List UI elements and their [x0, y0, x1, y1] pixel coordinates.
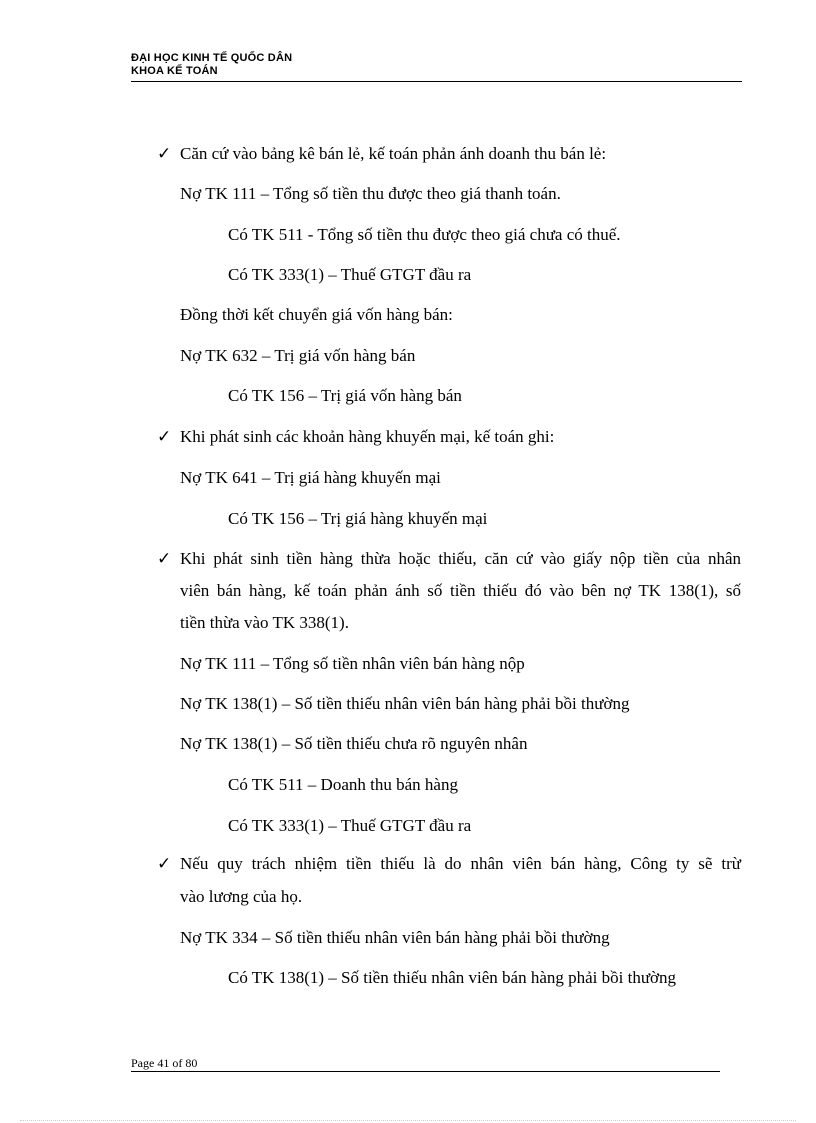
- entry-debit-1381-compensation: Nợ TK 138(1) – Số tiền thiếu nhân viên bán hàng phải bồi thường: [180, 694, 630, 713]
- bullet-cash-surplus-shortage-l1: Khi phát sinh tiền hàng thừa hoặc thiếu, căn cứ vào giấy nộp tiền của nhân: [180, 549, 741, 568]
- bullet-cash-surplus-shortage-l3: tiền thừa vào TK 338(1).: [180, 613, 349, 632]
- entry-credit-156: Có TK 156 – Trị giá vốn hàng bán: [228, 386, 462, 405]
- entry-credit-3331: Có TK 333(1) – Thuế GTGT đầu ra: [228, 265, 472, 284]
- cost-transfer-text: Đồng thời kết chuyển giá vốn hàng bán:: [180, 305, 453, 324]
- header-divider: [131, 81, 742, 82]
- checkmark-icon: ✓: [157, 144, 172, 164]
- entry-credit-1381: Có TK 138(1) – Số tiền thiếu nhân viên bán hàng phải bồi thường: [228, 968, 677, 987]
- header-faculty: KHOA KẾ TOÁN: [131, 65, 218, 77]
- entry-credit-511: Có TK 511 - Tổng số tiền thu được theo giá chưa có thuế.: [228, 225, 621, 244]
- entry-credit-3331-vat: Có TK 333(1) – Thuế GTGT đầu ra: [228, 816, 472, 835]
- bullet-salary-deduction-l2: vào lương của họ.: [180, 887, 303, 906]
- entry-debit-334: Nợ TK 334 – Số tiền thiếu nhân viên bán hàng phải bồi thường: [180, 928, 610, 947]
- entry-credit-511-revenue: Có TK 511 – Doanh thu bán hàng: [228, 775, 458, 794]
- header-university: ĐẠI HỌC KINH TẾ QUỐC DÂN: [131, 52, 293, 64]
- bullet-cash-surplus-shortage-l2: viên bán hàng, kế toán phản ánh số tiền thiếu đó vào bên nợ TK 138(1), số: [180, 581, 741, 600]
- bullet-retail-revenue: Căn cứ vào bảng kê bán lẻ, kế toán phản ánh doanh thu bán lẻ:: [180, 144, 607, 163]
- footer-divider: [131, 1071, 720, 1072]
- entry-debit-111-cash: Nợ TK 111 – Tổng số tiền nhân viên bán hàng nộp: [180, 654, 525, 673]
- entry-debit-111: Nợ TK 111 – Tổng số tiền thu được theo giá thanh toán.: [180, 184, 561, 203]
- entry-credit-156-promo: Có TK 156 – Trị giá hàng khuyến mại: [228, 509, 488, 528]
- bullet-promotion: Khi phát sinh các khoản hàng khuyến mại, kế toán ghi:: [180, 427, 555, 446]
- document-header: [131, 52, 742, 78]
- page-number: Page 41 of 80: [131, 1056, 198, 1070]
- checkmark-icon: ✓: [157, 549, 172, 569]
- page-edge: [20, 1120, 796, 1121]
- entry-debit-632: Nợ TK 632 – Trị giá vốn hàng bán: [180, 346, 416, 365]
- entry-debit-1381-unknown: Nợ TK 138(1) – Số tiền thiếu chưa rõ nguyên nhân: [180, 734, 528, 753]
- checkmark-icon: ✓: [157, 854, 172, 874]
- bullet-salary-deduction-l1: Nếu quy trách nhiệm tiền thiếu là do nhân viên bán hàng, Công ty sẽ trừ: [180, 854, 741, 873]
- checkmark-icon: ✓: [157, 427, 172, 447]
- entry-debit-641: Nợ TK 641 – Trị giá hàng khuyến mại: [180, 468, 441, 487]
